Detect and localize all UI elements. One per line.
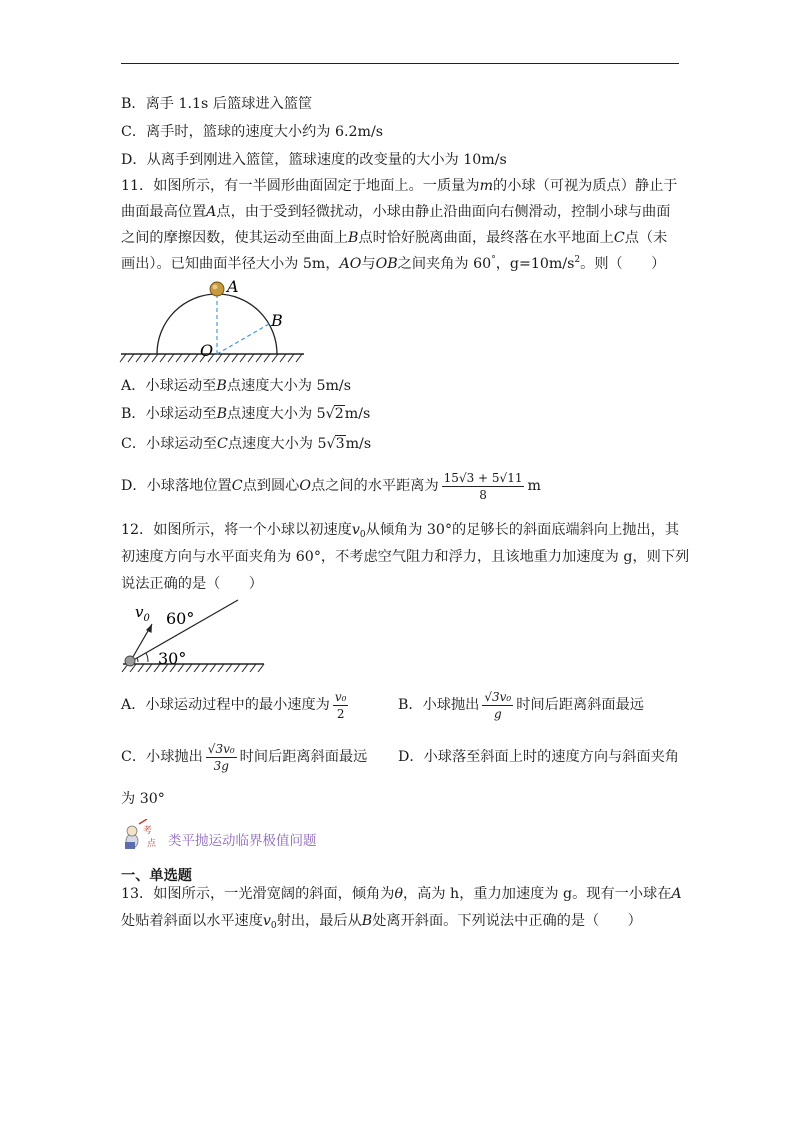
q12-option-c: C．小球抛出 $\frac{\text{√3v₀}}{3g}$ 时间后距离斜面最远 bbox=[121, 741, 368, 773]
header-rule bbox=[121, 63, 679, 64]
kaodian-title: 类平抛运动临界极值问题 bbox=[168, 833, 317, 849]
fig-label-o: O bbox=[200, 341, 214, 360]
fig-label-30: 30° bbox=[158, 649, 187, 668]
q10-option-b: B．离手 1.1s 后篮球进入篮筐 bbox=[121, 96, 313, 112]
q12-option-d-line2: 为 30° bbox=[121, 791, 165, 807]
q13-stem-line1: 13．如图所示，一光滑宽阔的斜面，倾角为θ，高为 h，重力加速度为 g。现有一小球在A bbox=[121, 886, 682, 902]
q12-option-d-line1: D．小球落至斜面上时的速度方向与斜面夹角 bbox=[398, 749, 679, 765]
q12-stem-line2: 初速度方向与水平面夹角为 60°，不考虑空气阻力和浮力，且该地重力加速度为 g，则下列 bbox=[121, 549, 690, 565]
q11-figure-semicircle bbox=[118, 272, 308, 367]
q11-option-a: A．小球运动至B点速度大小为 5m/s bbox=[121, 378, 351, 394]
q11-stem-line2: 曲面最高位置A点，由于受到轻微扰动，小球由静止沿曲面向右侧滑动，控制小球与曲面 bbox=[121, 204, 671, 220]
q11-stem-line4: 画出）。已知曲面半径大小为 5m，AO与OB之间夹角为 60°，$g=10m/s^2$。则（ ） bbox=[121, 255, 666, 272]
svg-text:点: 点 bbox=[147, 839, 157, 849]
kaodian-icon bbox=[121, 819, 167, 853]
q12-figure-incline bbox=[118, 598, 268, 680]
q12-stem-line3: 说法正确的是（ ） bbox=[121, 576, 263, 592]
q11-stem-line1: 11．如图所示，有一半圆形曲面固定于地面上。一质量为m的小球（可视为质点）静止于 bbox=[121, 178, 678, 194]
q10-option-c: C．离手时，篮球的速度大小约为 6.2m/s bbox=[121, 124, 384, 140]
q12-option-a: A．小球运动过程中的最小速度为 $\frac{\text{v₀}}{2}$ bbox=[121, 689, 347, 721]
q13-stem-line2: 处贴着斜面以水平速度$v_0$射出，最后从B处离开斜面。下列说法中正确的是（ ） bbox=[121, 913, 642, 931]
q11-stem-line3: 之间的摩擦因数，使其运动至曲面上B点时恰好脱离曲面，最终落在水平地面上C点（未 bbox=[121, 230, 668, 246]
svg-text:考: 考 bbox=[143, 826, 153, 836]
fig-label-a: A bbox=[227, 277, 239, 296]
q10-option-d: D．从离手到刚进入篮筐，篮球速度的改变量的大小为 10m/s bbox=[121, 152, 507, 168]
fig-label-v0: $v_0$ bbox=[135, 603, 150, 624]
q12-option-b: B．小球抛出 $\frac{\text{√3v₀}}{g}$ 时间后距离斜面最远 bbox=[398, 689, 644, 721]
q11-option-c: C．小球运动至C点速度大小为 5√3m/s bbox=[121, 436, 372, 452]
q12-stem-line1: 12．如图所示，将一个小球以初速度$v_0$从倾角为 30°的足够长的斜面底端斜向上抛出，其 bbox=[121, 522, 680, 540]
q11-option-b: B．小球运动至B点速度大小为 5√2m/s bbox=[121, 406, 371, 422]
fig-label-60: 60° bbox=[166, 609, 195, 628]
q11-option-d: D．小球落地位置C点到圆心O点之间的水平距离为 $\frac{15√3 + 5√11}{8}$ m bbox=[121, 470, 541, 502]
fig-label-b: B bbox=[271, 311, 283, 330]
section-title: 一、单选题 bbox=[121, 868, 192, 884]
